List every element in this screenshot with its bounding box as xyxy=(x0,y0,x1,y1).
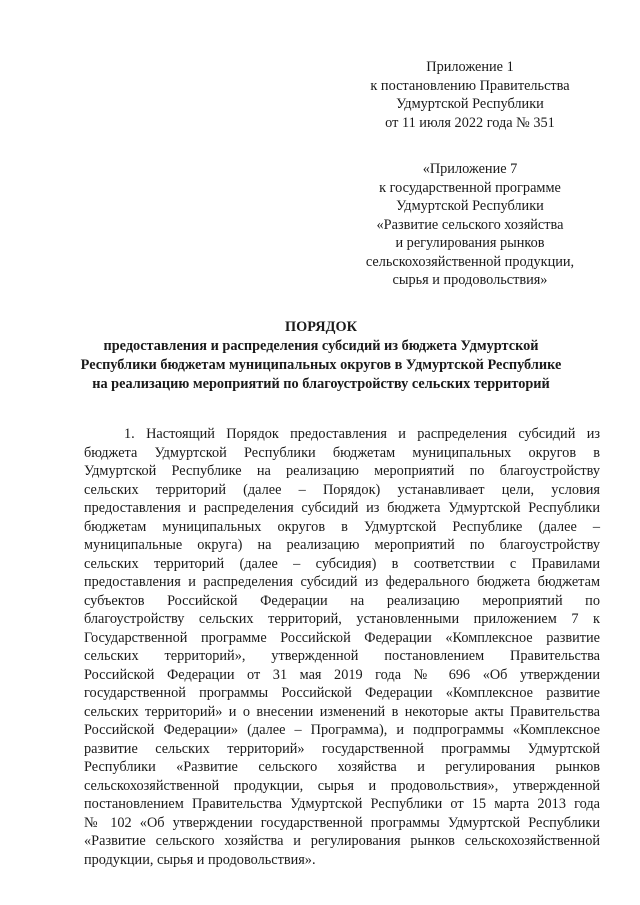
annex-7-header xyxy=(348,160,592,290)
paragraph-line: № 102 «Об утверждении государственной программы Удмуртской Республики xyxy=(84,814,600,831)
paragraph-line: бюджетам муниципальных округов в Удмуртской Республике (далее – xyxy=(84,518,600,535)
paragraph-line: продукции, сырья и продовольствия». xyxy=(84,851,316,868)
paragraph-line: предоставления и распределения субсидий из федерального бюджета бюджетам xyxy=(84,574,600,590)
paragraph-line: сельских территорий (далее – субсидия) в соответствии с Правилами xyxy=(84,555,600,572)
document-title: ПОРЯДОК xyxy=(285,319,357,335)
paragraph-line: сельских территорий», утвержденной постановлением Правительства xyxy=(84,648,600,664)
paragraph-line: Российской Федерации» (далее – Программа), и подпрограммы «Комплексное xyxy=(84,722,600,738)
document-subtitle-line: на реализацию мероприятий по благоустройству сельских территорий xyxy=(92,376,550,392)
paragraph-line: Удмуртской Республике на реализацию мероприятий по благоустройству xyxy=(84,463,600,479)
document-subtitle-line: предоставления и распределения субсидий из бюджета Удмуртской xyxy=(103,338,539,354)
paragraph-line: 1. Настоящий Порядок предоставления и распределения субсидий из xyxy=(124,426,600,442)
paragraph-1 xyxy=(84,425,600,869)
paragraph-line: благоустройству сельских территорий, установленными приложением 7 к xyxy=(84,611,600,627)
annex-7-line: сырья и продовольствия» xyxy=(392,272,548,288)
paragraph-line: бюджета Удмуртской Республики бюджетам муниципальных округов в xyxy=(84,444,600,461)
paragraph-line: сельскохозяйственной продукции, сырья и продовольствия», утвержденной xyxy=(84,777,600,794)
annex-7-line: Удмуртской Республики xyxy=(396,198,544,214)
paragraph-line: предоставления и распределения субсидий из бюджета Удмуртской Республики xyxy=(84,500,600,516)
annex-7-line: и регулирования рынков xyxy=(395,235,545,251)
document-subtitle xyxy=(74,337,568,394)
paragraph-line: сельских территорий (далее – Порядок) устанавливает цели, условия xyxy=(84,481,600,498)
paragraph-line: Государственной программе Российской Федерации «Комплексное развитие xyxy=(84,629,600,646)
paragraph-line: сельских территорий» и о внесении изменений в некоторые акты Правительства xyxy=(84,703,600,720)
annex-1-header xyxy=(348,58,592,132)
annex-7-line: к государственной программе xyxy=(379,179,561,196)
annex-7-line: «Развитие сельского хозяйства xyxy=(376,216,564,233)
paragraph-line: субъектов Российской Федерации на реализацию мероприятий по xyxy=(84,592,600,609)
paragraph-line: постановлением Правительства Удмуртской Республики от 15 марта 2013 года xyxy=(84,796,600,812)
paragraph-line: муниципальные округа) на реализацию мероприятий по благоустройству xyxy=(84,537,600,553)
paragraph-line: Республики «Развитие сельского хозяйства и регулирования рынков xyxy=(84,759,600,775)
annex-1-line: от 11 июля 2022 года № 351 xyxy=(385,114,555,131)
annex-7-line: сельскохозяйственной продукции, xyxy=(365,253,575,270)
paragraph-line: Российской Федерации от 31 мая 2019 года № 696 «Об утверждении xyxy=(84,666,600,683)
paragraph-line: развитие сельских территорий» государственной программы Удмуртской xyxy=(84,740,600,757)
annex-1-line: к постановлению Правительства xyxy=(370,77,570,94)
paragraph-line: «Развитие сельского хозяйства и регулирования рынков сельскохозяйственной xyxy=(84,833,600,849)
annex-1-line: Удмуртской Республики xyxy=(396,96,544,112)
document-subtitle-line: Республики бюджетам муниципальных округов в Удмуртской Республике xyxy=(80,357,562,373)
annex-1-line: Приложение 1 xyxy=(426,59,514,75)
annex-7-line: «Приложение 7 xyxy=(422,161,518,177)
paragraph-line: государственной программы Российской Федерации «Комплексное развитие xyxy=(84,685,600,701)
